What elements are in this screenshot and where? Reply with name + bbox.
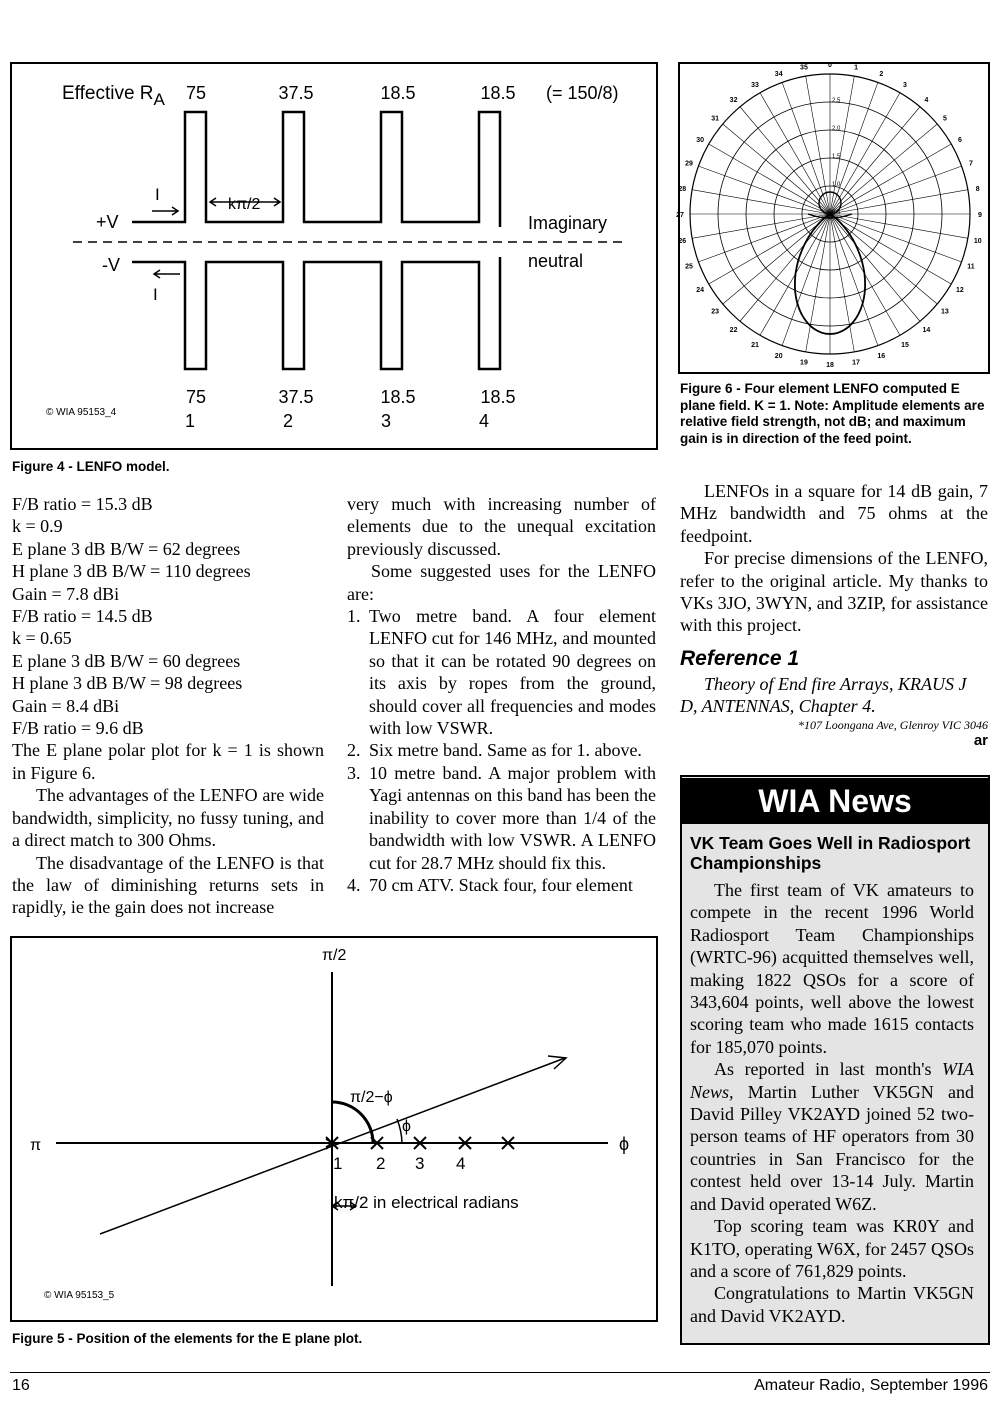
polar-radial-label: 2.5 xyxy=(832,98,841,104)
bottom-value-3: 18.5 xyxy=(380,387,416,407)
polar-angle-label: 28 xyxy=(678,185,687,193)
top-value-3: 18.5 xyxy=(380,83,416,103)
polar-angle-label: 2 xyxy=(879,71,884,79)
spec-line: F/B ratio = 14.5 dB xyxy=(12,606,153,627)
polar-angle-label: 9 xyxy=(978,212,982,219)
top-value-2: 37.5 xyxy=(278,83,314,103)
polar-angle-label: 20 xyxy=(774,352,783,360)
element-number-4: 4 xyxy=(478,411,490,431)
polar-angle-label: 25 xyxy=(685,263,693,271)
spec-line: k = 0.9 xyxy=(12,516,63,537)
wia-news-headline: VK Team Goes Well in Radiosport Championships xyxy=(690,833,971,873)
spec-line: F/B ratio = 15.3 dB xyxy=(12,494,153,514)
polar-angle-label: 6 xyxy=(957,137,962,144)
spec-line: H plane 3 dB B/W = 98 degrees xyxy=(12,673,243,694)
column-1 xyxy=(12,493,324,919)
element-number-4: 4 xyxy=(456,1154,466,1173)
list-item: 2. Six metre band. Same as for 1. above. xyxy=(347,740,642,761)
phi-angle-label: ϕ xyxy=(402,1118,411,1135)
polar-angle-label: 19 xyxy=(800,359,808,367)
reference-heading: Reference 1 xyxy=(680,646,800,670)
current-label-bottom: I xyxy=(153,285,158,304)
wia-paragraph: Congratulations to Martin VK5GN and David VK2AYD. xyxy=(690,1283,974,1326)
minus-v-label: -V xyxy=(102,255,120,275)
imaginary-label: Imaginary xyxy=(528,213,608,233)
wia-news-banner: WIA News xyxy=(682,778,988,824)
figure-6-polar-plot xyxy=(676,62,988,372)
figure-4-lenfo-diagram xyxy=(10,62,658,450)
polar-angle-label: 21 xyxy=(751,341,759,349)
polar-angle-label: 3 xyxy=(903,82,907,90)
wia-news-content xyxy=(690,833,974,1327)
wia-paragraph: As reported in last month's WIA News, Martin Luther VK5GN and David Pilley VK2AYD joined 52 two-person teams of HF operators from 30 countries in San Francisco for the contest held over 13-14 July. Martin and David operated W6Z. xyxy=(690,1059,974,1214)
paragraph-dimensions: For precise dimensions of the LENFO, refer to the original article. My thanks to VKs 3JO, 3WYN, and 3ZIP, for assistance with this project. xyxy=(680,548,988,636)
polar-angle-label: 15 xyxy=(901,341,909,349)
list-item: 3. 10 metre band. A major problem with Yagi antennas on this band has been the inability to cover more than 1/4 of the bandwidth with low VSWR. A LENFO cut for 28.7 MHz should fix this. xyxy=(347,762,656,873)
current-label-top: I xyxy=(155,185,160,204)
polar-radial-label: 1.5 xyxy=(832,154,841,160)
figure-6-caption: Figure 6 - Four element LENFO computed E plane field. K = 1. Note: Amplitude elements are relative field strength, not dB; and maximum gain is in direction of the feed point. xyxy=(680,381,985,446)
spec-line: E plane 3 dB B/W = 60 degrees xyxy=(12,650,241,671)
spec-line: k = 0.65 xyxy=(12,628,72,649)
bottom-value-1: 75 xyxy=(185,387,207,407)
polar-angle-label: 12 xyxy=(956,287,964,294)
plus-v-label: +V xyxy=(96,212,119,232)
polar-angle-label: 26 xyxy=(678,238,687,246)
bottom-value-4: 18.5 xyxy=(480,387,516,407)
author-address: *107 Loongana Ave, Glenroy VIC 3046 xyxy=(798,717,988,732)
bottom-value-2: 37.5 xyxy=(278,387,314,407)
paragraph-advantages: The advantages of the LENFO are wide bandwidth, simplicity, no fussy tuning, and a direct match to 300 Ohms. xyxy=(12,785,324,851)
polar-radial-label: 1.0 xyxy=(832,182,841,188)
figure-5-caption: Figure 5 - Position of the elements for the E plane plot. xyxy=(12,1331,363,1346)
figure-5-element-positions xyxy=(10,936,658,1322)
polar-angle-label: 10 xyxy=(973,238,982,246)
polar-angle-label: 11 xyxy=(967,263,975,271)
polar-angle-label: 27 xyxy=(676,212,684,219)
element-number-1: 1 xyxy=(333,1154,343,1173)
polar-radial-label: 0.5 xyxy=(832,210,841,216)
footer-rule xyxy=(10,1372,990,1373)
polar-angle-label: 0 xyxy=(828,62,832,69)
spec-line: Gain = 7.8 dBi xyxy=(12,583,120,604)
angle-label: π/2−ϕ xyxy=(350,1089,393,1106)
polar-angle-label: 31 xyxy=(711,115,719,123)
polar-angle-label: 4 xyxy=(924,97,929,105)
polar-angle-label: 23 xyxy=(711,308,719,316)
publication-line: Amateur Radio, September 1996 xyxy=(754,1377,988,1394)
paragraph-polar-plot: The E plane polar plot for k = 1 is shown in Figure 6. xyxy=(12,740,324,783)
spec-line: E plane 3 dB B/W = 62 degrees xyxy=(12,538,241,559)
polar-angle-label: 13 xyxy=(941,308,949,316)
polar-radial-label: 2.0 xyxy=(832,126,841,132)
polar-angle-label: 24 xyxy=(696,287,704,294)
element-number-1: 1 xyxy=(184,411,196,431)
spec-line: F/B ratio = 9.6 dB xyxy=(12,718,144,739)
polar-angle-label: 8 xyxy=(975,185,980,193)
element-number-3: 3 xyxy=(415,1154,425,1173)
paragraph-disadvantages: The disadvantage of the LENFO is that the law of diminishing returns sets in rapidly, ie the gain does not increase xyxy=(12,852,324,918)
polar-angle-label: 30 xyxy=(696,137,704,144)
wia-paragraph: The first team of VK amateurs to compete in the recent 1996 World Radiosport Team Championships (WRTC-96) acquitted themselves well, making 1822 QSOs for a score of 343,604 points, well above the lowest scoring team who made 1615 contacts for 185,070 points. xyxy=(690,880,974,1057)
list-item: 1. Two metre band. A four element LENFO cut for 146 MHz, and mounted so that it can be rotated 90 degrees on its axis by ropes from the ground, should cover all frequencies and modes with low VSWR. xyxy=(347,606,656,739)
wia-paragraph: Top scoring team was KR0Y and K1TO, operating W6X, for 2457 QSOs and a score of 761,829 points. xyxy=(690,1216,974,1281)
polar-angle-label: 5 xyxy=(942,115,947,123)
polar-angle-label: 16 xyxy=(877,352,886,360)
figure-4-caption: Figure 4 - LENFO model. xyxy=(12,459,170,474)
column-3 xyxy=(680,480,988,750)
figure-4-copyright: © WIA 95153_4 xyxy=(46,407,117,418)
polar-angle-label: 35 xyxy=(800,64,808,72)
spacing-label: kπ/2 in electrical radians xyxy=(334,1193,519,1212)
specs-list xyxy=(12,493,324,739)
spacing-label: kπ/2 xyxy=(228,196,261,213)
list-item: 4. 70 cm ATV. Stack four, four element xyxy=(347,874,633,895)
polar-angle-label: 22 xyxy=(729,326,738,334)
effective-ra-label: Effective RA xyxy=(62,83,165,109)
element-number-3: 3 xyxy=(380,411,392,431)
page-number: 16 xyxy=(12,1377,30,1394)
element-number-2: 2 xyxy=(282,411,294,431)
polar-angle-label: 7 xyxy=(969,160,973,168)
polar-angle-label: 29 xyxy=(685,160,693,168)
column-2 xyxy=(347,493,656,896)
polar-angle-label: 17 xyxy=(852,359,860,367)
top-note: (= 150/8) xyxy=(546,83,619,103)
pi-half-label: π/2 xyxy=(322,947,347,964)
top-value-4: 18.5 xyxy=(480,83,516,103)
spec-line: Gain = 8.4 dBi xyxy=(12,695,120,716)
top-value-1: 75 xyxy=(185,83,207,103)
polar-angle-label: 34 xyxy=(774,71,783,79)
polar-angle-label: 18 xyxy=(826,362,834,369)
polar-angle-label: 32 xyxy=(729,97,738,105)
spec-line: H plane 3 dB B/W = 110 degrees xyxy=(12,561,251,582)
polar-angle-label: 14 xyxy=(922,326,931,334)
figure-5-copyright: © WIA 95153_5 xyxy=(44,1290,115,1301)
paragraph-continued: very much with increasing number of elements due to the unequal excitation previously discussed. xyxy=(347,494,656,559)
paragraph-suggested-uses: Some suggested uses for the LENFO are: xyxy=(347,561,656,604)
neutral-label: neutral xyxy=(528,251,584,271)
end-mark: ar xyxy=(973,731,988,749)
element-number-2: 2 xyxy=(376,1154,386,1173)
pi-label: π xyxy=(30,1137,42,1154)
paragraph-lenfos-square: LENFOs in a square for 14 dB gain, 7 MHz bandwidth and 75 ohms at the feedpoint. xyxy=(680,481,988,546)
phi-axis-label: ϕ xyxy=(619,1134,630,1154)
reference-text: Theory of End fire Arrays, KRAUS J D, ANTENNAS, Chapter 4. xyxy=(680,673,967,717)
polar-angle-label: 33 xyxy=(751,82,759,90)
polar-angle-label: 1 xyxy=(854,64,859,72)
